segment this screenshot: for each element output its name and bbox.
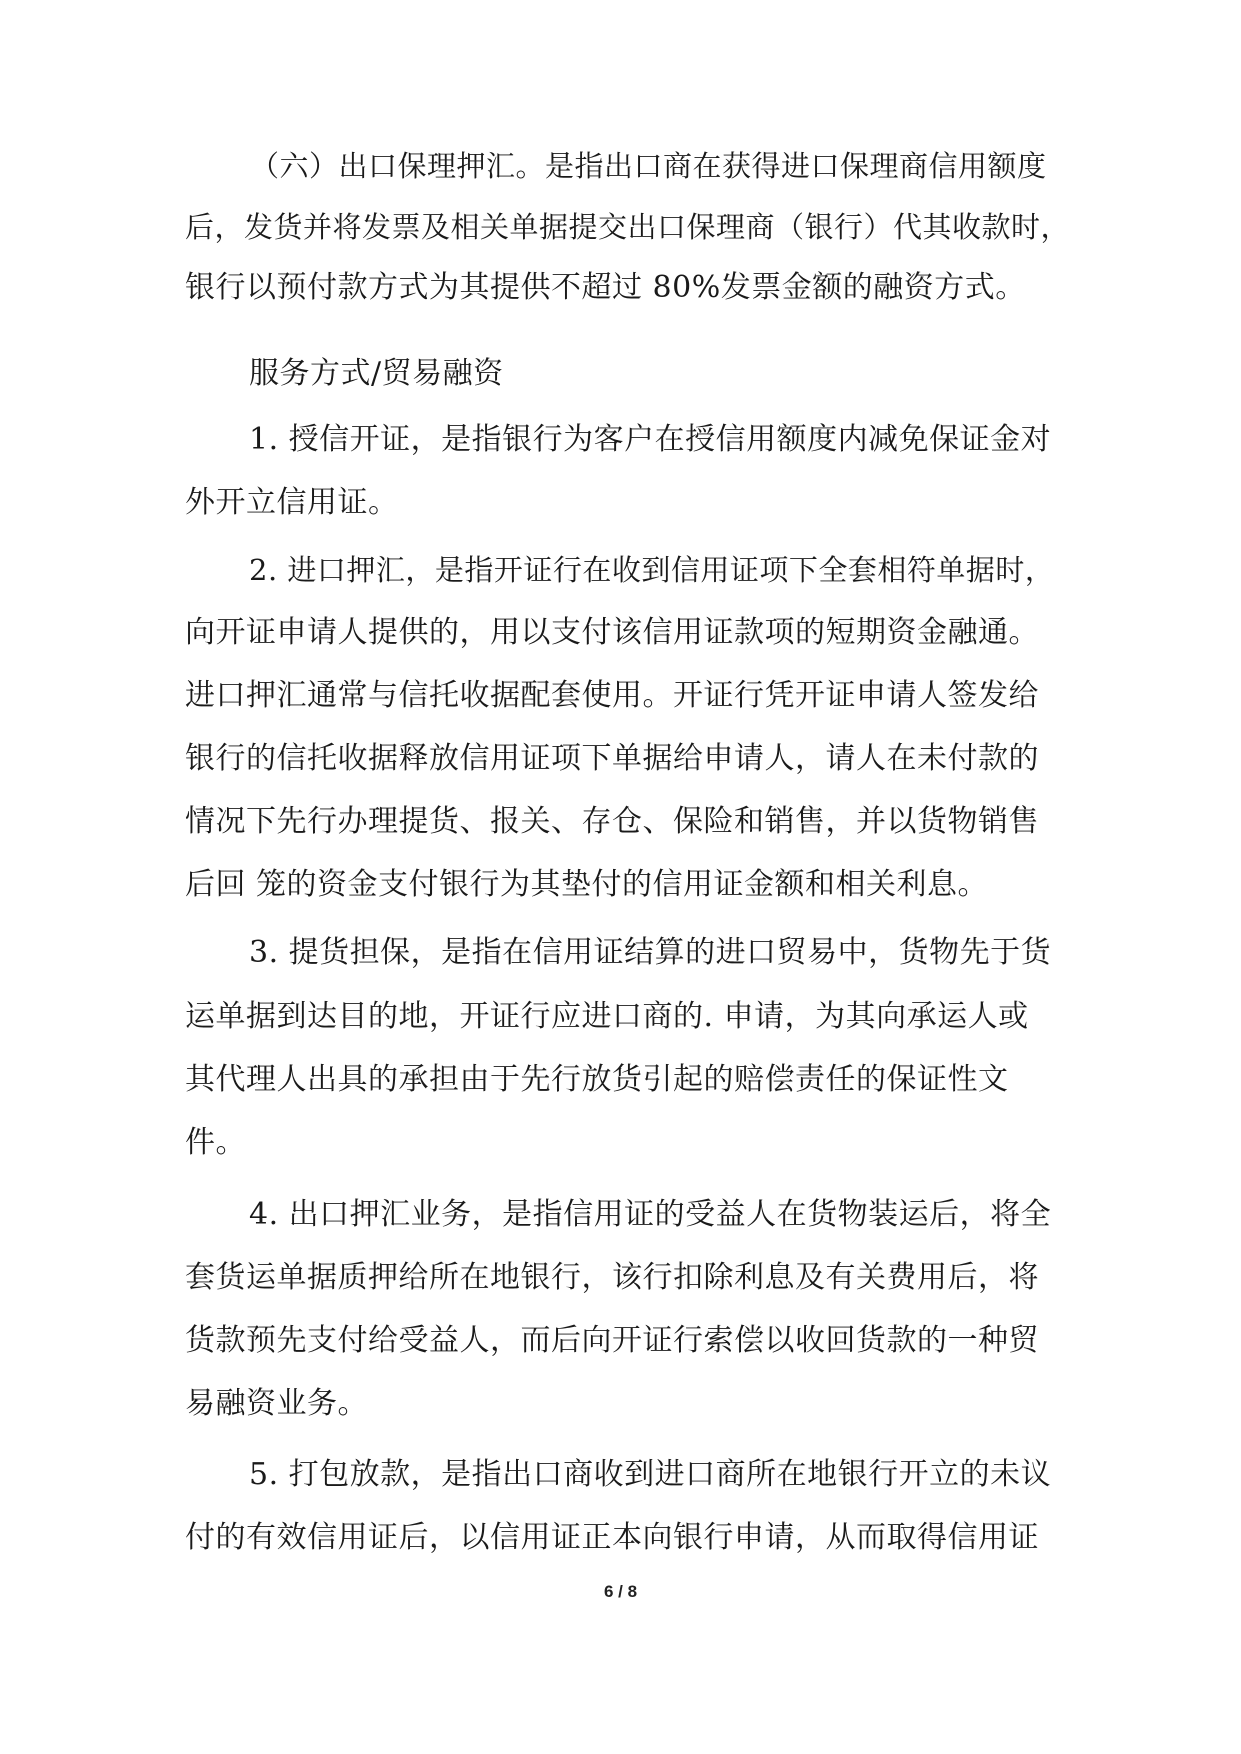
text-line: 外开立信用证。 (185, 485, 399, 520)
text-line: 银行的信托收据释放信用证项下单据给申请人，请人在未付款的 (185, 741, 1039, 776)
section-heading: 服务方式/贸易融资 (249, 356, 504, 391)
text-line: （六）出口保理押汇。是指出口商在获得进口保理商信用额度 (250, 149, 1047, 183)
text-line: 2. 进口押汇，是指开证行在收到信用证项下全套相符单据时， (249, 553, 1055, 587)
text-line: 其代理人出具的承担由于先行放货引起的赔偿责任的保证性文 (185, 1062, 1009, 1097)
text-line: 件。 (185, 1125, 246, 1160)
text-line: 4. 出口押汇业务，是指信用证的受益人在货物装运后，将全 (249, 1197, 1052, 1232)
text-line: 3. 提货担保，是指在信用证结算的进口贸易中，货物先于货 (249, 935, 1052, 970)
text-line: 套货运单据质押给所在地银行，该行扣除利息及有关费用后，将 (185, 1260, 1039, 1295)
text-line: 5. 打包放款，是指出口商收到进口商所在地银行开立的未议 (249, 1457, 1052, 1492)
text-line: 进口押汇通常与信托收据配套使用。开证行凭开证申请人签发给 (185, 678, 1039, 713)
text-line: 1. 授信开证，是指银行为客户在授信用额度内减免保证金对 (249, 422, 1052, 457)
text-line: 后，发货并将发票及相关单据提交出口保理商（银行）代其收款时， (185, 210, 1071, 244)
text-line: 易融资业务。 (185, 1386, 368, 1421)
text-line: 向开证申请人提供的，用以支付该信用证款项的短期资金融通。 (185, 615, 1039, 650)
text-line: 运单据到达目的地，开证行应进口商的. 申请，为其向承运人或 (185, 999, 1029, 1034)
page-number: 6 / 8 (603, 1582, 638, 1601)
text-line: 后回 笼的资金支付银行为其垫付的信用证金额和相关利息。 (185, 867, 989, 902)
text-line: 银行以预付款方式为其提供不超过 80%发票金额的融资方式。 (185, 270, 1026, 305)
text-line: 付的有效信用证后，以信用证正本向银行申请，从而取得信用证 (185, 1520, 1039, 1555)
text-line: 情况下先行办理提货、报关、存仓、保险和销售，并以货物销售 (185, 804, 1039, 839)
text-line: 货款预先支付给受益人，而后向开证行索偿以收回货款的一种贸 (185, 1323, 1039, 1358)
